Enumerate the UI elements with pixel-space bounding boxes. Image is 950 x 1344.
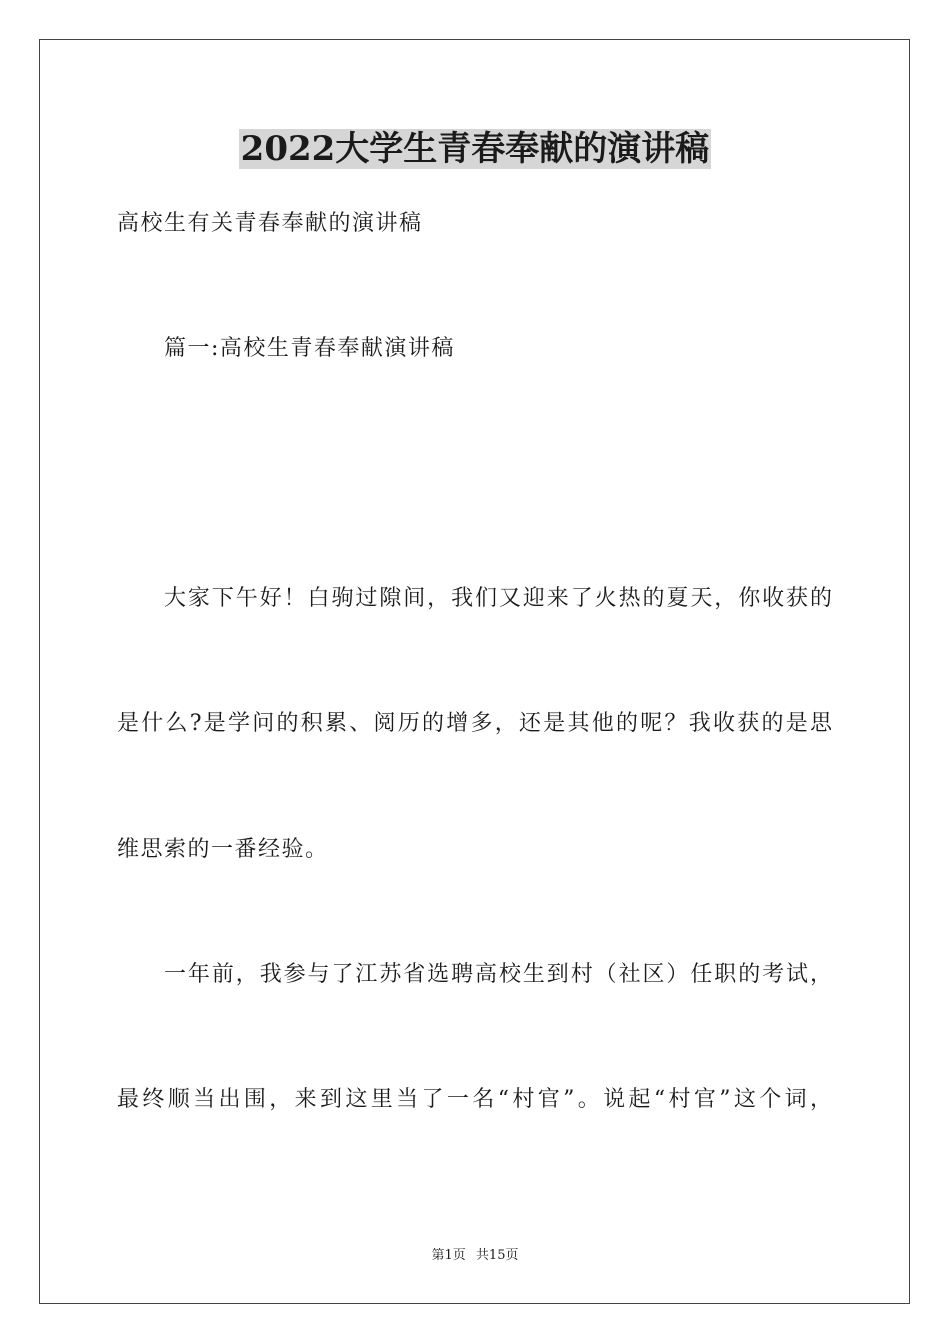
document-title bbox=[0, 127, 950, 171]
paragraph-line-5: 最终顺当出围，来到这里当了一名“村官”。说起“村官”这个词， bbox=[117, 1087, 832, 1112]
section-heading: 篇一:高校生青春奉献演讲稿 bbox=[164, 336, 455, 361]
document-title-text: 2022大学生青春奉献的演讲稿 bbox=[240, 129, 710, 169]
paragraph-line-3: 维思索的一番经验。 bbox=[117, 837, 329, 862]
paragraph-line-4: 一年前，我参与了江苏省选聘高校生到村（社区）任职的考试， bbox=[164, 962, 832, 987]
paragraph-line-1: 大家下午好！白驹过隙间，我们又迎来了火热的夏天，你收获的 bbox=[164, 586, 832, 611]
page-footer: 第1页 共15页 bbox=[431, 1248, 519, 1263]
paragraph-line-2: 是什么?是学问的积累、阅历的增多，还是其他的呢？我收获的是思 bbox=[117, 711, 832, 736]
document-subtitle: 高校生有关青春奉献的演讲稿 bbox=[117, 211, 423, 236]
